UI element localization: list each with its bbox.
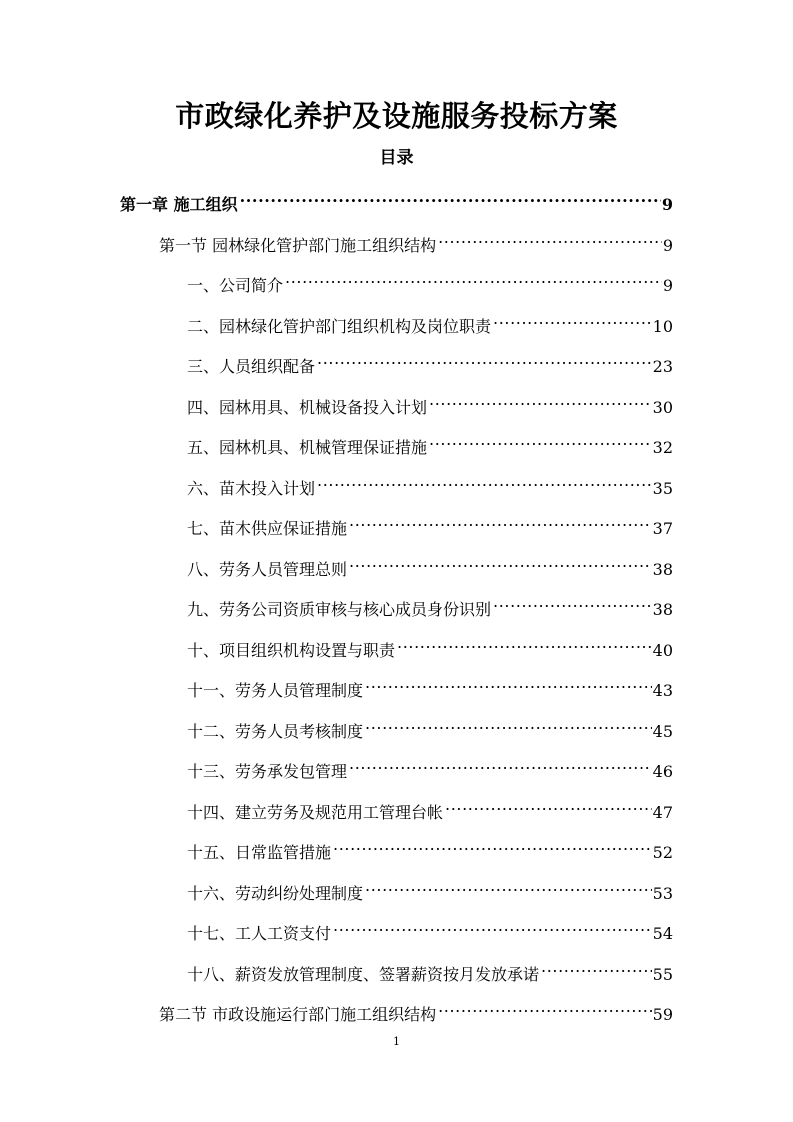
toc-entry[interactable] [187, 468, 673, 498]
toc-entry[interactable] [187, 387, 673, 417]
toc-entry[interactable] [187, 792, 673, 822]
toc-dot-leader [349, 549, 652, 575]
toc-entry-page: 23 [652, 357, 673, 376]
toc-entry[interactable] [187, 954, 673, 984]
toc-entry-title: 十一、劳务人员管理制度 [187, 681, 364, 700]
toc-entry-title: 一、公司简介 [187, 276, 284, 295]
toc-heading: 目录 [379, 148, 414, 168]
toc-entry-page: 10 [652, 317, 673, 336]
toc-entry-title: 十、项目组织机构设置与职责 [187, 641, 396, 660]
toc-entry-page: 38 [652, 560, 673, 579]
toc-entry-page: 37 [652, 519, 673, 538]
toc-entry-page: 32 [652, 438, 673, 457]
toc-entry-title: 四、园林用具、机械设备投入计划 [187, 398, 428, 417]
toc-dot-leader [349, 751, 652, 777]
toc-dot-leader [541, 954, 652, 980]
toc-entry-title: 三、人员组织配备 [187, 357, 316, 376]
toc-entry-title: 十七、工人工资支付 [187, 924, 332, 943]
toc-entry[interactable] [187, 589, 673, 619]
toc-dot-leader [438, 225, 662, 251]
toc-entry-title: 十二、劳务人员考核制度 [187, 722, 364, 741]
toc-entry-title: 七、苗木供应保证措施 [187, 519, 348, 538]
toc-dot-leader [317, 346, 652, 372]
toc-dot-leader [397, 630, 652, 656]
toc-entry[interactable] [159, 994, 673, 1024]
toc-entry-page: 52 [652, 843, 673, 862]
toc-entry-title: 二、园林绿化管护部门组织机构及岗位职责 [187, 317, 492, 336]
toc-entry-page: 9 [662, 276, 673, 295]
toc-dot-leader [493, 589, 652, 615]
toc-dot-leader [240, 184, 661, 210]
toc-entry-page: 40 [652, 641, 673, 660]
toc-dot-leader [285, 265, 662, 291]
toc-entry-title: 六、苗木投入计划 [187, 479, 316, 498]
toc-entry-page: 59 [652, 1005, 673, 1024]
toc-entry[interactable] [187, 549, 673, 579]
toc-entry-page: 55 [652, 965, 673, 984]
toc-entry[interactable] [187, 670, 673, 700]
toc-entry[interactable] [187, 427, 673, 457]
toc-entry-page: 47 [652, 803, 673, 822]
toc-entry-title: 十六、劳动纠纷处理制度 [187, 884, 364, 903]
toc-dot-leader [493, 306, 652, 332]
toc-dot-leader [365, 711, 652, 737]
toc-entry[interactable] [187, 913, 673, 943]
toc-entry-page: 9 [662, 236, 673, 255]
toc-entry[interactable] [187, 346, 673, 376]
toc-dot-leader [429, 387, 652, 413]
toc-entry-title: 九、劳务公司资质审核与核心成员身份识别 [187, 600, 492, 619]
toc-entry-title: 十三、劳务承发包管理 [187, 762, 348, 781]
toc-entry[interactable] [120, 184, 673, 214]
toc-entry[interactable] [187, 711, 673, 741]
toc-entry-title: 八、劳务人员管理总则 [187, 560, 348, 579]
toc-dot-leader [365, 873, 652, 899]
page-number: 1 [393, 1035, 400, 1048]
toc-entry-page: 43 [652, 681, 673, 700]
toc-entry-title: 第一节 园林绿化管护部门施工组织结构 [159, 236, 437, 255]
toc-entry-title: 十五、日常监管措施 [187, 843, 332, 862]
toc-entry-page: 9 [661, 195, 673, 214]
toc-entry-page: 53 [652, 884, 673, 903]
toc-entry-page: 38 [652, 600, 673, 619]
toc-entry[interactable] [187, 265, 673, 295]
toc-entry[interactable] [187, 751, 673, 781]
toc-entry-title: 十四、建立劳务及规范用工管理台帐 [187, 803, 444, 822]
toc-entry-title: 十八、薪资发放管理制度、签署薪资按月发放承诺 [187, 965, 540, 984]
toc-entry[interactable] [187, 306, 673, 336]
document-title: 市政绿化养护及设施服务投标方案 [175, 99, 618, 133]
toc-entry-page: 35 [652, 479, 673, 498]
toc-entry[interactable] [187, 508, 673, 538]
toc-entry[interactable] [187, 630, 673, 660]
toc-entry-title: 五、园林机具、机械管理保证措施 [187, 438, 428, 457]
toc-entry[interactable] [187, 832, 673, 862]
toc-dot-leader [365, 670, 652, 696]
toc-dot-leader [438, 994, 652, 1020]
toc-entry[interactable] [159, 225, 673, 255]
toc-entry[interactable] [187, 873, 673, 903]
toc-dot-leader [333, 832, 652, 858]
toc-dot-leader [445, 792, 652, 818]
toc-entry-title: 第二节 市政设施运行部门施工组织结构 [159, 1005, 437, 1024]
toc-dot-leader [333, 913, 652, 939]
toc-dot-leader [349, 508, 652, 534]
toc-entry-page: 30 [652, 398, 673, 417]
toc-dot-leader [429, 427, 652, 453]
toc-entry-page: 54 [652, 924, 673, 943]
toc-entry-title: 第一章 施工组织 [120, 195, 238, 214]
toc-dot-leader [317, 468, 652, 494]
toc-entry-page: 45 [652, 722, 673, 741]
toc-entry-page: 46 [652, 762, 673, 781]
